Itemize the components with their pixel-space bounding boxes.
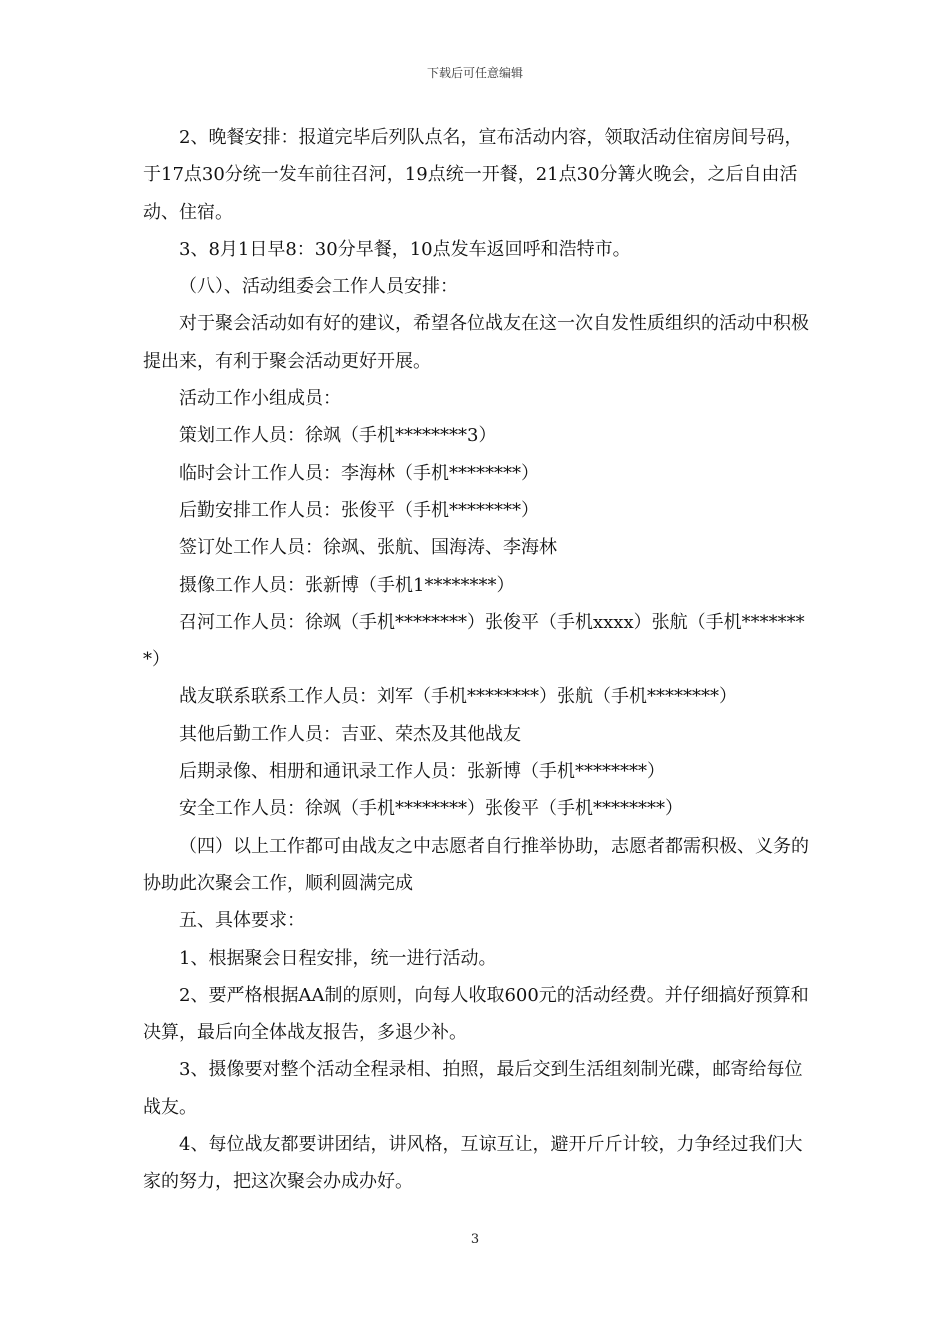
paragraph: 战友联系联系工作人员：刘军（手机********）张航（手机********） [179, 686, 737, 708]
paragraph: 3、摄像要对整个活动全程录相、拍照，最后交到生活组刻制光碟，邮寄给每位战友。 [143, 1059, 803, 1118]
document-body [143, 119, 809, 1201]
paragraph: 3、8月1日早8：30分早餐，10点发车返回呼和浩特市。 [179, 238, 631, 260]
paragraph: 五、具体要求： [179, 910, 305, 932]
paragraph: 后勤安排工作人员：张俊平（手机********） [179, 499, 539, 521]
paragraph: 2、晚餐安排：报道完毕后列队点名，宣布活动内容，领取活动住宿房间号码，于17点30分统一发车前往召河，19点统一开餐，21点30分篝火晚会，之后自由活动、住宿。 [143, 127, 803, 223]
page-header: 下载后可任意编辑 [426, 66, 523, 80]
paragraph: （八）、活动组委会工作人员安排： [179, 276, 458, 298]
paragraph: 活动工作小组成员： [179, 388, 341, 410]
paragraph: 2、要严格根据AA制的原则，向每人收取600元的活动经费。并仔细搞好预算和决算，最后向全体战友报告，多退少补。 [143, 984, 809, 1044]
paragraph: 召河工作人员：徐飒（手机********）张俊平（手机xxxx）张航（手机********） [143, 611, 805, 671]
paragraph: 其他后勤工作人员：吉亚、荣杰及其他战友 [179, 723, 521, 745]
paragraph: （四）以上工作都可由战友之中志愿者自行推举协助，志愿者都需积极、义务的协助此次聚会工作，顺利圆满完成 [143, 835, 809, 894]
paragraph: 1、根据聚会日程安排，统一进行活动。 [179, 947, 497, 969]
paragraph: 策划工作人员：徐飒（手机********3） [179, 425, 497, 447]
paragraph: 安全工作人员：徐飒（手机********）张俊平（手机********） [179, 798, 683, 820]
page-number: 3 [470, 1232, 480, 1247]
paragraph: 对于聚会活动如有好的建议，希望各位战友在这一次自发性质组织的活动中积极提出来，有利于聚会活动更好开展。 [143, 313, 809, 372]
paragraph: 临时会计工作人员：李海林（手机********） [179, 462, 539, 484]
paragraph: 签订处工作人员：徐飒、张航、国海涛、李海林 [179, 537, 557, 559]
paragraph: 摄像工作人员：张新博（手机1********） [179, 574, 515, 596]
paragraph: 后期录像、相册和通讯录工作人员：张新博（手机********） [179, 761, 665, 783]
paragraph: 4、每位战友都要讲团结，讲风格，互谅互让，避开斤斤计较，力争经过我们大家的努力，把这次聚会办成办好。 [143, 1134, 803, 1193]
